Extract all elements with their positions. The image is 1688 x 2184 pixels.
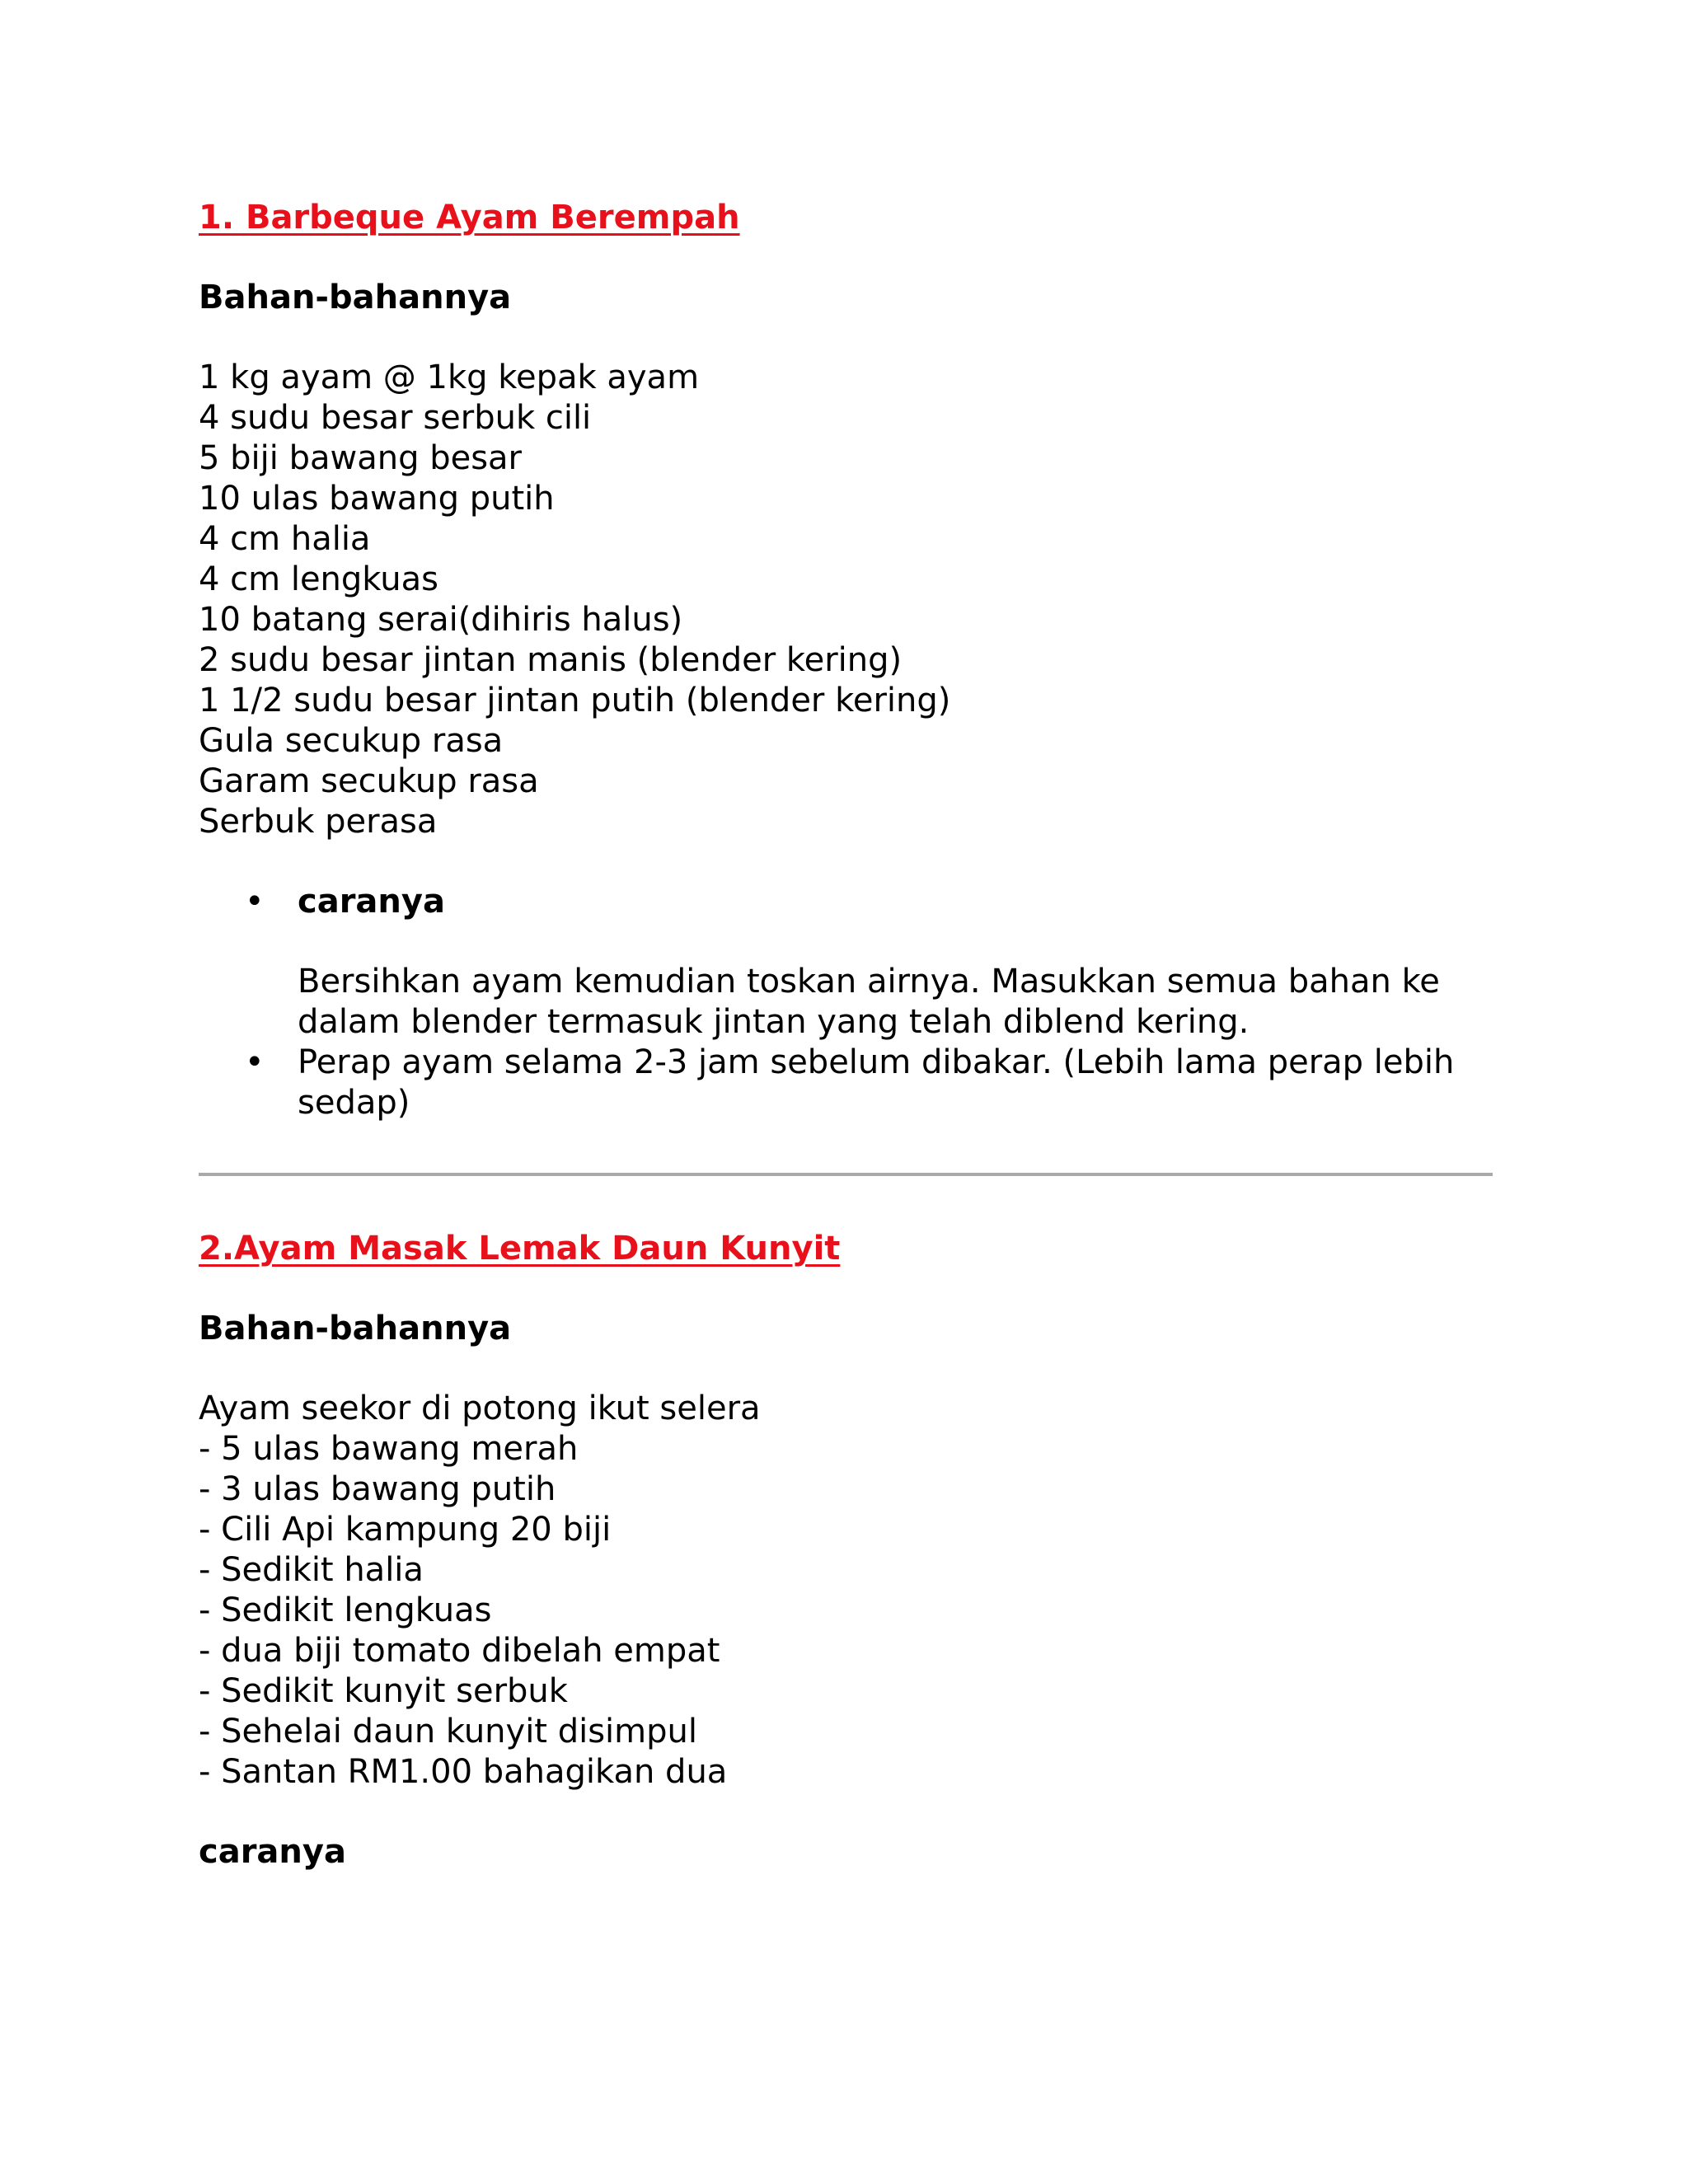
ingredient-line: 1 kg ayam @ 1kg kepak ayam [199, 359, 700, 396]
ingredient-line: - 5 ulas bawang merah [199, 1430, 579, 1468]
ingredient-line: 2 sudu besar jintan manis (blender kering) [199, 641, 903, 679]
recipe-1-ingredients-heading: Bahan-bahannya [199, 279, 512, 316]
recipe-2 [199, 1229, 1493, 1872]
ingredient-line: 5 biji bawang besar [199, 439, 522, 477]
recipe-1-ingredient-list [199, 358, 1493, 842]
method-list-item [199, 882, 1493, 1043]
method-list-item [199, 1043, 1493, 1123]
recipe-1-title[interactable]: 1. Barbeque Ayam Berempah [199, 199, 740, 237]
ingredient-line: - 3 ulas bawang putih [199, 1470, 556, 1508]
recipe-2-ingredient-list [199, 1389, 1493, 1793]
ingredient-line: Serbuk perasa [199, 803, 438, 841]
ingredient-line: - dua biji tomato dibelah empat [199, 1632, 720, 1670]
ingredient-line: 10 ulas bawang putih [199, 480, 555, 518]
ingredient-line: - Sehelai daun kunyit disimpul [199, 1713, 697, 1750]
bullet-icon: • [245, 1043, 265, 1081]
ingredient-line: - Sedikit lengkuas [199, 1591, 492, 1629]
recipe-1-method-heading: caranya [298, 883, 445, 921]
ingredient-line: 4 cm halia [199, 520, 371, 558]
ingredient-line: - Sedikit kunyit serbuk [199, 1672, 568, 1710]
ingredient-line: Ayam seekor di potong ikut selera [199, 1390, 761, 1427]
ingredient-line: 4 sudu besar serbuk cili [199, 399, 592, 437]
ingredient-line: - Santan RM1.00 bahagikan dua [199, 1753, 728, 1791]
recipe-2-ingredients-heading: Bahan-bahannya [199, 1310, 512, 1347]
section-divider [199, 1173, 1493, 1176]
method-step-text: Bersihkan ayam kemudian toskan airnya. Masukkan semua bahan ke dalam blender termasuk jintan yang telah diblend kering. [298, 963, 1440, 1041]
recipe-1 [199, 198, 1493, 1123]
ingredient-line: - Sedikit halia [199, 1551, 424, 1589]
document-page [199, 198, 1493, 1872]
recipe-1-method-list [199, 882, 1493, 1123]
ingredient-line: - Cili Api kampung 20 biji [199, 1511, 612, 1549]
ingredient-line: 1 1/2 sudu besar jintan putih (blender kering) [199, 682, 951, 719]
ingredient-line: Garam secukup rasa [199, 762, 539, 800]
ingredient-line: 4 cm lengkuas [199, 560, 438, 598]
ingredient-line: 10 batang serai(dihiris halus) [199, 601, 683, 639]
bullet-icon: • [245, 883, 265, 921]
method-step-text: Perap ayam selama 2-3 jam sebelum dibakar. (Lebih lama perap lebih sedap) [298, 1043, 1455, 1122]
ingredient-line: Gula secukup rasa [199, 722, 504, 760]
recipe-2-title[interactable]: 2.Ayam Masak Lemak Daun Kunyit [199, 1230, 841, 1268]
recipe-2-method-heading: caranya [199, 1833, 346, 1871]
